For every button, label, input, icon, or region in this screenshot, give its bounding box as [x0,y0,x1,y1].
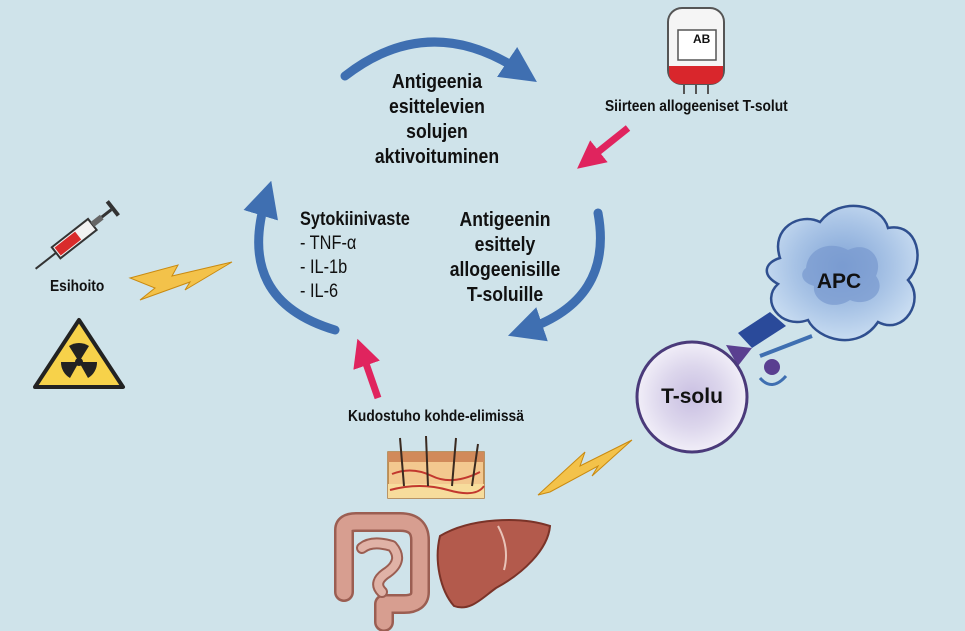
t-cell-label: T-solu [661,385,723,408]
cytokine-item: - TNF-α [300,233,357,254]
transfusion-text: Siirteen allogeeniset T-solut [605,98,788,115]
apc-label: APC [816,270,862,293]
radiation-icon [35,320,123,387]
pretreatment-text: Esihoito [50,278,105,295]
pretreatment-label [50,278,113,296]
syringe-icon [30,200,120,276]
step-presentation-line: allogeenisille [449,259,561,281]
lightning-icon [130,262,232,300]
step-activation-line: aktivoituminen [374,146,500,168]
transfusion-label [605,98,818,116]
step-presentation-line: Antigeenin [459,209,551,231]
cytokine-response-block [300,208,428,304]
transfusion-arrow [588,128,628,160]
step-activation-label [342,70,532,170]
liver-icon [438,520,550,607]
blood-bag-icon [668,8,724,94]
step-activation-line: solujen [406,121,468,143]
cytokine-item: - IL-6 [300,281,339,302]
lightning-icon [538,440,632,495]
blood-bag-text: AB [693,32,711,46]
intestine-icon [344,522,420,622]
tissue-damage-arrow [362,352,378,398]
cytokine-title: Sytokiinivaste [300,209,410,230]
tissue-damage-text: Kudostuho kohde-elimissä [348,408,524,425]
step-presentation-line: esittely [474,234,536,256]
step-activation-line: Antigeenia [392,71,482,93]
step-presentation-line: T-soluille [466,284,544,306]
skin-tissue-icon [388,436,484,498]
step-presentation-label [420,208,590,308]
tissue-damage-label [348,408,552,426]
cytokine-item: - IL-1b [300,257,348,278]
step-activation-line: esittelevien [389,96,485,118]
